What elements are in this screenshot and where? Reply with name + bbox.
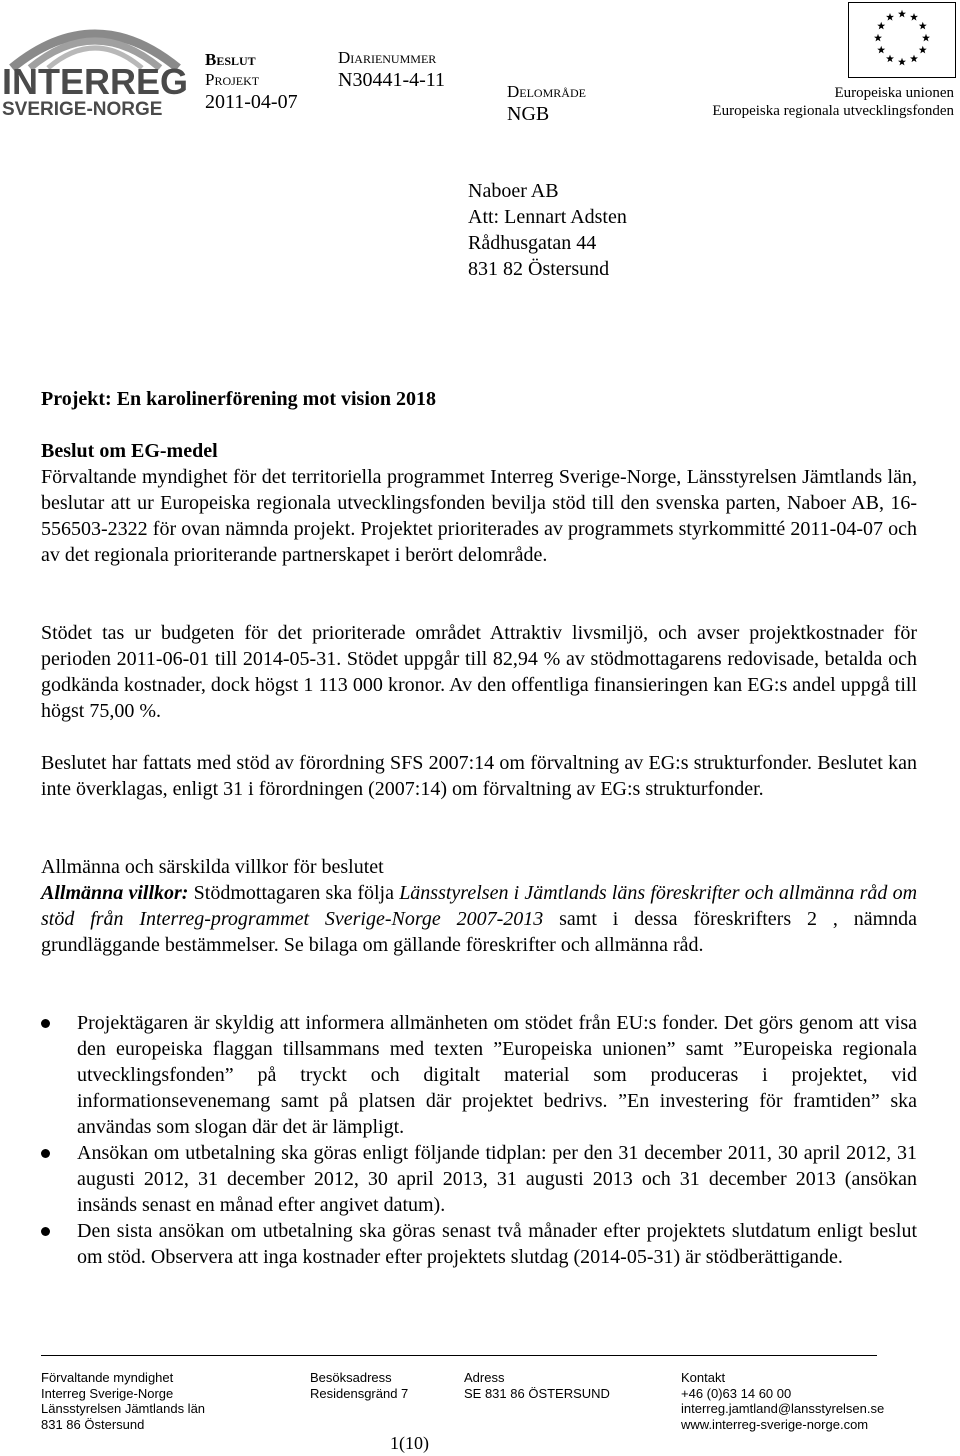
diarie-block	[338, 48, 445, 92]
decision-date: 2011-04-07	[205, 91, 298, 113]
eu-line-1: Europeiska unionen	[834, 85, 954, 101]
conditions-list	[41, 1010, 917, 1270]
footer-phone: +46 (0)63 14 60 00	[681, 1385, 792, 1401]
footer-contact: Kontakt +46 (0)63 14 60 00 interreg.jamtland@lansstyrelsen.se www.interreg-sverige-norge.com	[681, 1370, 885, 1432]
eu-flag-icon	[848, 2, 956, 78]
villkor-text-a: Stödmottagaren ska följa	[188, 882, 400, 904]
recipient-address	[468, 178, 627, 282]
beslut-block	[205, 50, 298, 114]
section-villkor-text	[41, 880, 917, 958]
bullet-icon	[41, 1019, 50, 1028]
footer-divider	[41, 1355, 877, 1356]
list-item: Ansökan om utbetalning ska göras enligt följande tidplan: per den 31 december 2011, 30 april 2012, 31 augusti 2012, 31 december 2012, 30 april 2013, 31 augusti 2013 och 31 december 2013 (ansökan insänds senast en månad efter angivet datum).	[41, 1140, 917, 1218]
footer-web-link[interactable]: www.interreg-sverige-norge.com	[681, 1416, 869, 1432]
bullet-icon	[41, 1149, 50, 1158]
section-budget	[41, 620, 917, 724]
project-title: Projekt: En karolinerförening mot vision 2018	[41, 388, 436, 410]
recipient-street: Rådhusgatan 44	[468, 232, 597, 254]
villkor-italic: Länsstyrelsen i Jämtlands läns föreskrifter och allmänna råd om stöd från Interreg-programmet Sverige-Norge 2007-2013	[41, 882, 918, 930]
section-beslut-heading: Beslut om EG-medel	[41, 440, 218, 462]
recipient-name: Naboer AB	[468, 180, 559, 202]
villkor-text-b: samt i dessa föreskrifters 2 , nämnda grundläggande bestämmelser. Se bilaga om gällande föreskrifter och allmänna råd.	[41, 908, 918, 956]
logo-line-1: INTERREG	[2, 61, 189, 102]
section-villkor-heading: Allmänna och särskilda villkor för beslutet	[41, 856, 384, 878]
footer-authority: Förvaltande myndighet Interreg Sverige-Norge Länsstyrelsen Jämtlands län 831 86 Östersund	[41, 1370, 206, 1432]
section-beslut-text: Förvaltande myndighet för det territoriella programmet Interreg Sverige-Norge, Länsstyrelsen Jämtlands län, beslutar att ur Europeiska regionala utvecklingsfonden bevilja stöd till den svenska parten, Naboer AB, 16-556503-2322 för ovan nämnda projekt. Projektet prioriterades av programmets styrkommitté 2011-04-07 och av det regionala prioriterande partnerskapet i berört delområde.	[41, 466, 917, 566]
eu-line-2: Europeiska regionala utvecklingsfonden	[712, 103, 954, 119]
diarie-label: Diarienummer	[338, 48, 437, 67]
footer-postal-address: Adress SE 831 86 ÖSTERSUND	[464, 1370, 610, 1401]
section-legal-text: Beslutet har fattats med stöd av förordning SFS 2007:14 om förvaltning av EG:s strukturfonder. Beslutet kan inte överklagas, enligt 31 i förordningen (2007:14) om förvaltning av EG:s strukturfonder.	[41, 752, 917, 800]
list-item: Projektägaren är skyldig att informera allmänheten om stödet från EU:s fonder. Det görs genom att visa den europeiska flaggan tillsammans med texten ”Europeiska unionen” samt ”Europeiska regionala utvecklingsfonden” på tryckt och digitalt material som produceras i projektet, vid informationsevenemang samt på platsen där projektet bedrivs. ”En investering för framtiden” ska användas som slogan där det är lämpligt.	[41, 1010, 917, 1140]
projekt-label: Projekt	[205, 70, 260, 89]
delomrade-value: NGB	[507, 103, 550, 125]
recipient-attn: Att: Lennart Adsten	[468, 206, 627, 228]
delomrade-block	[507, 82, 586, 126]
recipient-city: 831 82 Östersund	[468, 258, 610, 280]
diarie-value: N30441-4-11	[338, 69, 446, 91]
list-item: Den sista ansökan om utbetalning ska göras senast två månader efter projektets slutdatum enligt beslut om stöd. Observera att inga kostnader efter projektets slutdag (2014-05-31) är stödberättigande.	[41, 1218, 917, 1270]
page-number: 1(10)	[390, 1433, 429, 1453]
section-legal	[41, 750, 917, 802]
delomrade-label: Delområde	[507, 82, 586, 101]
beslut-label: Beslut	[205, 50, 256, 69]
section-beslut	[41, 438, 917, 568]
villkor-label: Allmänna villkor:	[41, 882, 189, 904]
section-villkor	[41, 854, 917, 958]
bullet-icon	[41, 1227, 50, 1236]
logo-line-2: SVERIGE-NORGE	[2, 99, 163, 120]
section-budget-text: Stödet tas ur budgeten för det prioriterade området Attraktiv livsmiljö, och avser projektkostnader för perioden 2011-06-01 till 2014-05-31. Stödet uppgår till 82,94 % av stödmottagarens redovisade, betalda och godkända kostnader, dock högst 1 113 000 kronor. Av den offentliga finansieringen kan EG:s andel uppgå till högst 75,00 %.	[41, 622, 917, 722]
eu-text	[712, 84, 954, 120]
footer-email-link[interactable]: interreg.jamtland@lansstyrelsen.se	[681, 1401, 885, 1416]
footer-visit-address: Besöksadress Residensgränd 7	[310, 1370, 409, 1401]
